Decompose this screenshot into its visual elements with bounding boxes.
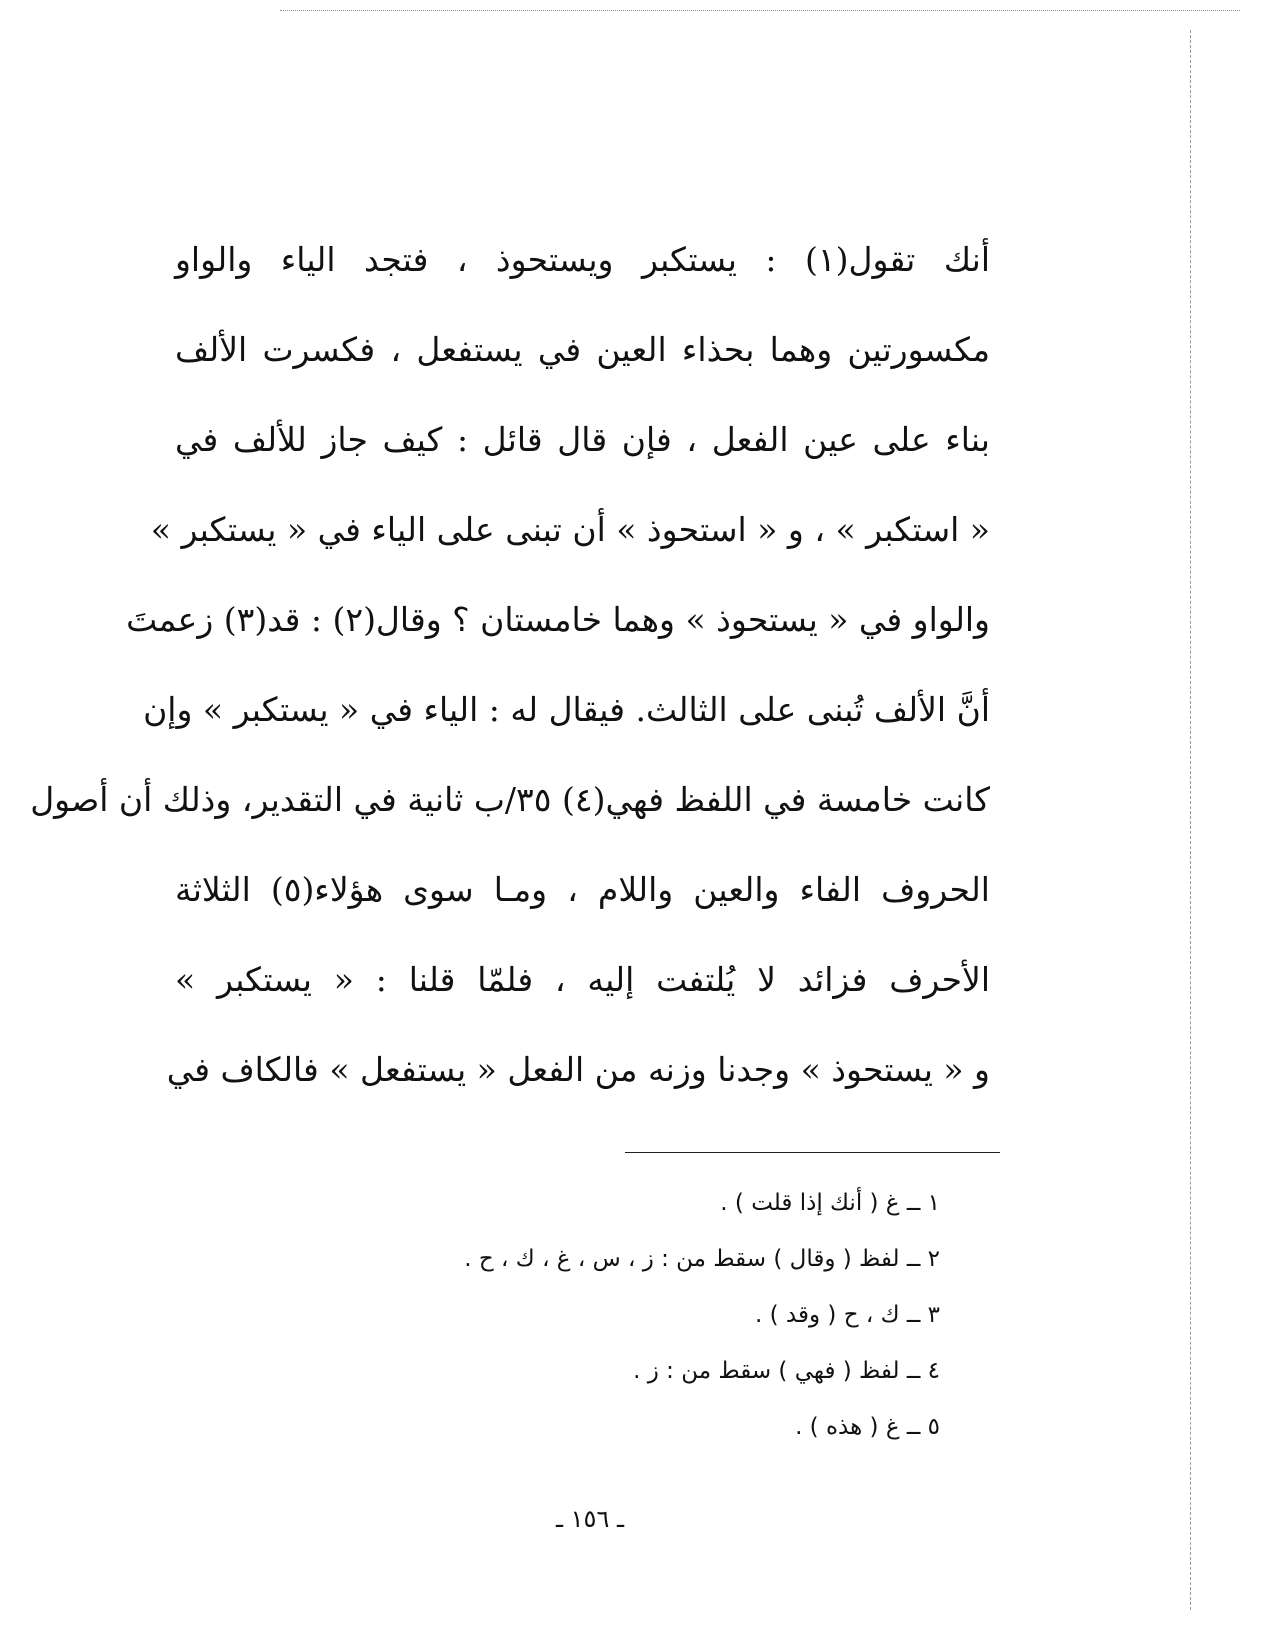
main-text-block xyxy=(30,215,990,1115)
page-number: ـ ١٥٦ ـ xyxy=(555,1505,624,1533)
body-line: كانت خامسة في اللفظ فهي(٤) ٣٥/ب ثانية في التقدير، وذلك أن أصول xyxy=(30,780,990,819)
body-line: و « يستحوذ » وجدنا وزنه من الفعل « يستفعل » فالكاف في xyxy=(166,1050,990,1089)
body-line: بناء على عين الفعل ، فإن قال قائل : كيف جاز للألف في xyxy=(175,420,990,459)
body-line: الأحرف فزائد لا يُلتفت إليه ، فلمّا قلنا : « يستكبر » xyxy=(175,960,990,999)
body-line: أنَّ الألف تُبنى على الثالث. فيقال له : الياء في « يستكبر » وإن xyxy=(143,690,990,729)
footnotes-block xyxy=(320,1175,940,1455)
footnote-separator xyxy=(625,1152,1000,1153)
body-line: أنك تقول(١) : يستكبر ويستحوذ ، فتجد الياء والواو xyxy=(175,240,990,279)
footnote: ٢ ــ لفظ ( وقال ) سقط من : ز ، س ، غ ، ك ، ح . xyxy=(464,1246,940,1272)
footnote: ١ ــ غ ( أنك إذا قلت ) . xyxy=(720,1190,940,1216)
footnote: ٥ ــ غ ( هذه ) . xyxy=(795,1414,940,1440)
scan-right-edge-line xyxy=(1190,30,1191,1610)
body-line: والواو في « يستحوذ » وهما خامستان ؟ وقال(٢) : قد(٣) زعمتَ xyxy=(126,600,990,639)
footnote: ٤ ــ لفظ ( فهي ) سقط من : ز . xyxy=(633,1358,940,1384)
body-line: مكسورتين وهما بحذاء العين في يستفعل ، فكسرت الألف xyxy=(175,330,990,369)
body-line: الحروف الفاء والعين واللام ، ومـا سوى هؤلاء(٥) الثلاثة xyxy=(175,870,990,909)
scan-top-edge-line xyxy=(280,10,1240,11)
footnote: ٣ ــ ك ، ح ( وقد ) . xyxy=(755,1302,940,1328)
body-line: « استكبر » ، و « استحوذ » أن تبنى على الياء في « يستكبر » xyxy=(150,510,990,549)
